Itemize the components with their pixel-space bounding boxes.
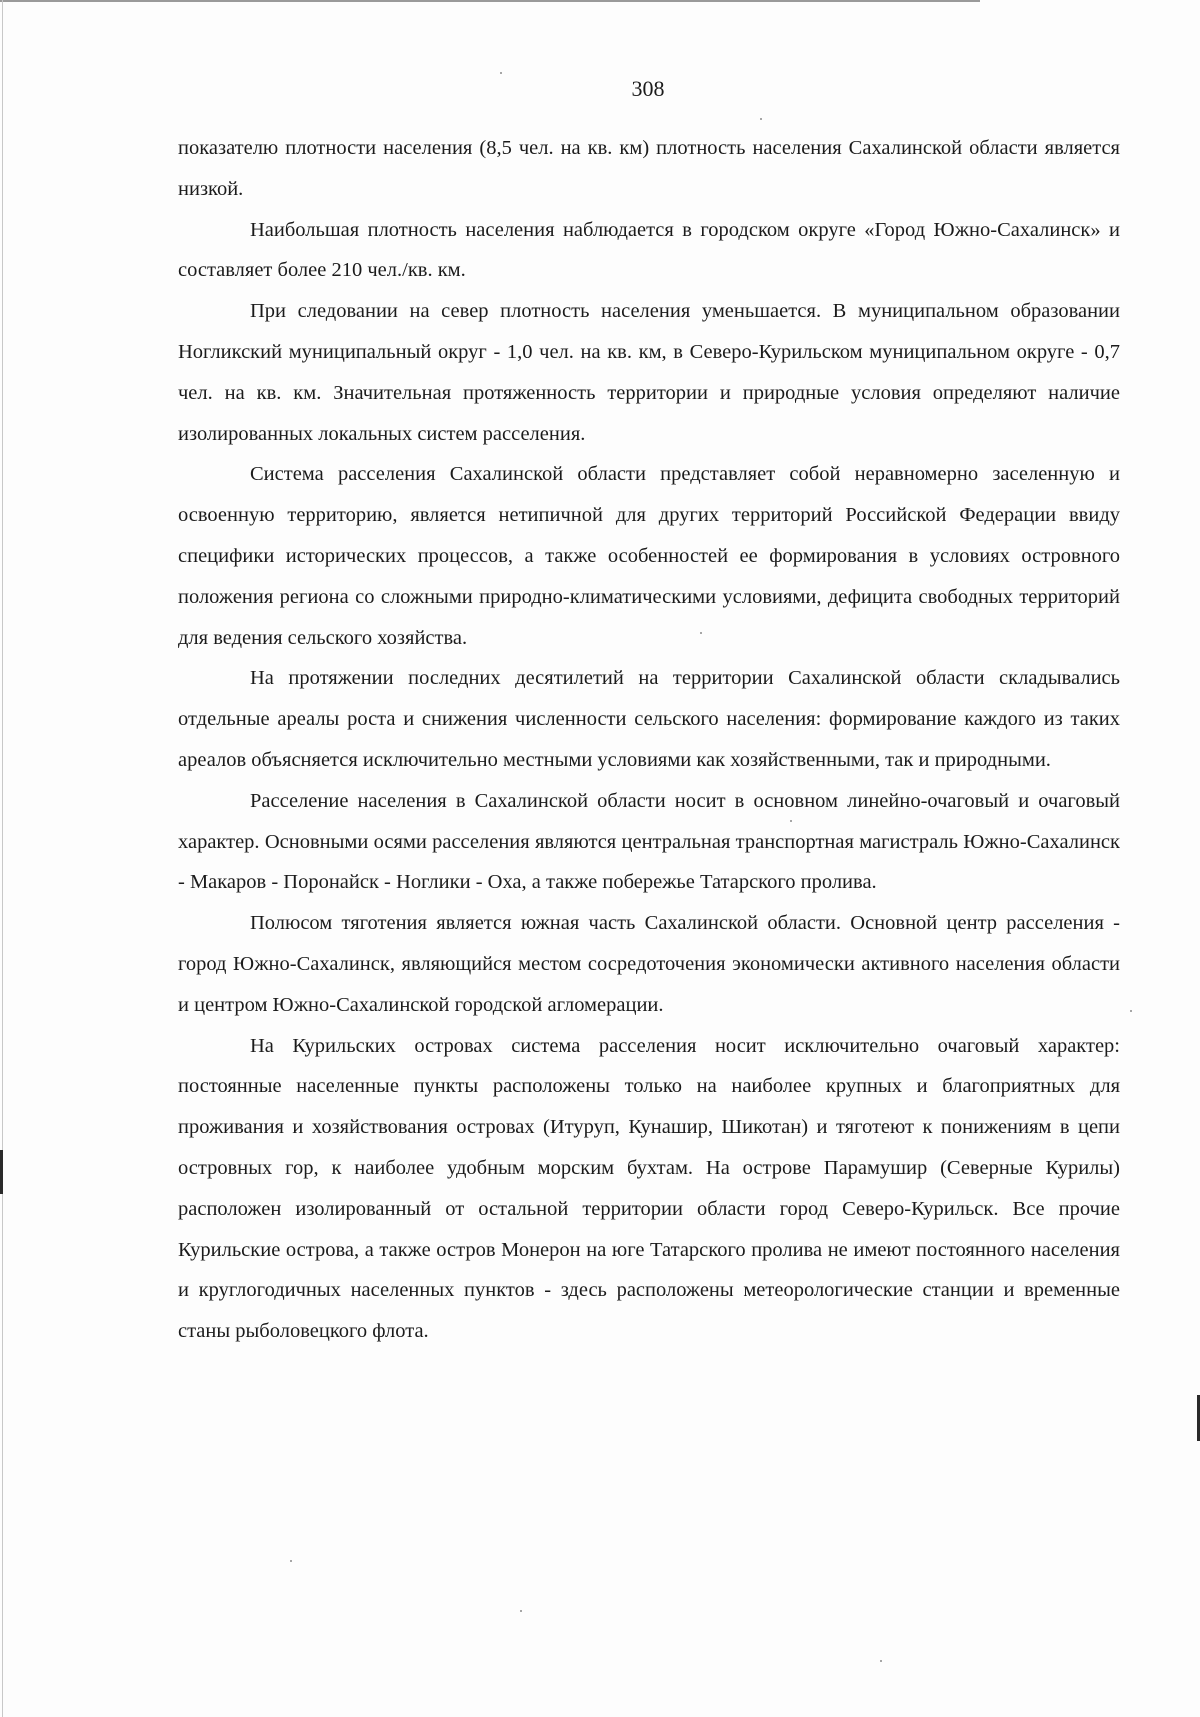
page-number: 308: [631, 76, 665, 101]
scan-top-edge: [0, 0, 980, 2]
paragraph: Полюсом тяготения является южная часть Сахалинской области. Основной центр расселения - город Южно-Сахалинск, являющийся местом сосредоточения экономически активного населения области и центром Южно-Сахалинской городской агломерации.: [178, 912, 1120, 1016]
paragraph: На протяжении последних десятилетий на территории Сахалинской области складывались отдельные ареалы роста и снижения численности сельского населения: формирование каждого из таких ареалов объясняется исключительно местными условиями как хозяйственными, так и природными.: [178, 667, 1120, 771]
scan-speck: [500, 72, 502, 74]
scan-speck: [880, 1660, 882, 1662]
scan-speck: [520, 1610, 522, 1612]
document-body: [178, 128, 1120, 1352]
paragraph: показателю плотности населения (8,5 чел. на кв. км) плотность населения Сахалинской области является низкой.: [178, 137, 1120, 200]
scan-speck: [760, 118, 762, 120]
scan-speck: [1130, 1010, 1132, 1012]
paragraph: При следовании на север плотность населения уменьшается. В муниципальном образовании Ногликский муниципальный округ - 1,0 чел. на кв. км, в Северо-Курильском муниципальном округе - 0,7 чел. на кв. км. Значительная протяженность территории и природные условия определяют наличие изолированных локальных систем расселения.: [178, 300, 1120, 445]
paragraph: На Курильских островах система расселения носит исключительно очаговый характер: постоянные населенные пункты расположены только на наиболее крупных и благоприятных для проживания и хозяйствования островах (Итуруп, Кунашир, Шикотан) и тяготеют к понижениям в цепи островных гор, к наиболее удобным морским бухтам. На острове Парамушир (Северные Курилы) расположен изолированный от остальной территории области город Северо-Курильск. Все прочие Курильские острова, а также остров Монерон на юге Татарского пролива не имеют постоянного населения и круглогодичных населенных пунктов - здесь расположены метеорологические станции и временные станы рыболовецкого флота.: [178, 1034, 1120, 1343]
paragraph: Наибольшая плотность населения наблюдается в городском округе «Город Южно-Сахалинск» и составляет более 210 чел./кв. км.: [178, 218, 1120, 282]
scan-mark-left: [0, 1150, 3, 1194]
scan-left-edge: [2, 0, 3, 1717]
scan-speck: [290, 1560, 292, 1562]
paragraph: Расселение населения в Сахалинской области носит в основном линейно-очаговый и очаговый характер. Основными осями расселения являются центральная транспортная магистраль Южно-Сахалинск - Макаров - Поронайск - Ноглики - Оха, а также побережье Татарского пролива.: [178, 789, 1120, 894]
paragraph: Система расселения Сахалинской области представляет собой неравномерно заселенную и освоенную территорию, является нетипичной для других территорий Российской Федерации ввиду специфики исторических процессов, а также особенностей ее формирования в условиях островного положения региона со сложными природно-климатическими условиями, дефицита свободных территорий для ведения сельского хозяйства.: [178, 463, 1120, 649]
